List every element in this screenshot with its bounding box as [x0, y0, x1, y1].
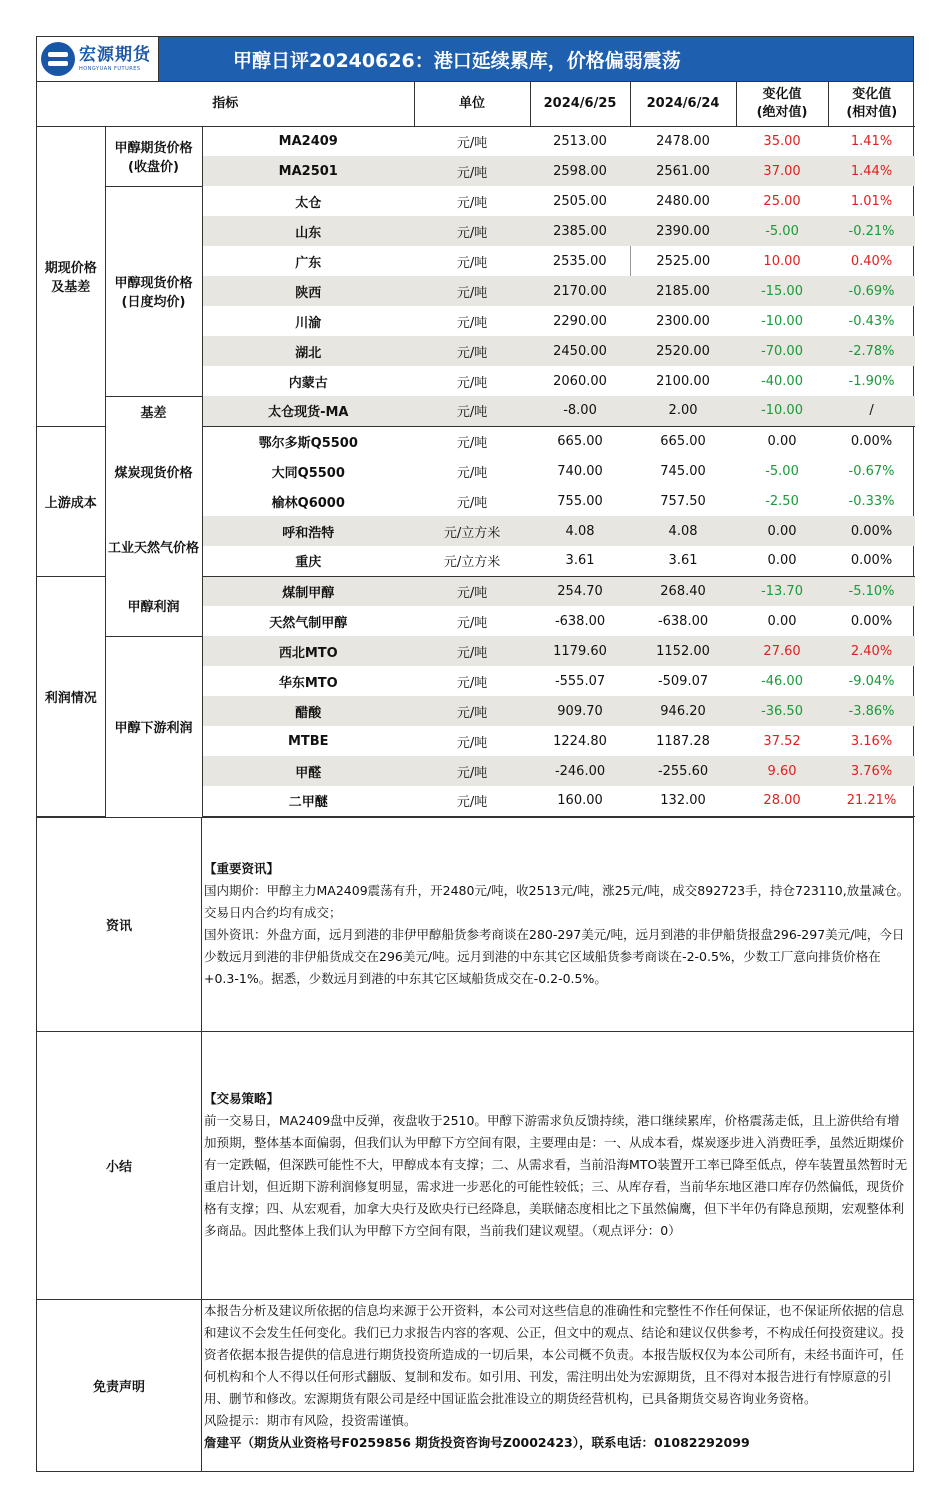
news-label: 资讯 — [37, 818, 202, 1031]
group-methanol-profit: 甲醇利润 — [105, 576, 202, 636]
row-change-abs: 25.00 — [763, 193, 801, 209]
row-change-abs: -46.00 — [761, 673, 803, 689]
row-value-previous: -509.07 — [657, 673, 709, 689]
news-foreign: 国外资讯：外盘方面，远月到港的非伊甲醇船货参考商谈在280-297美元/吨，远月到港的非伊船货报盘296-297美元/吨，今日少数远月到港的非伊船货成交在296美元/吨。远月到港的中东其它区域船货参考商谈在-2-0.5%，少数工厂意向排货价格在+0.3-1%。据悉，少数远月到港的中东其它区域船货成交在-0.2-0.5%。 — [204, 926, 905, 986]
row-change-abs: -5.00 — [765, 463, 799, 479]
row-change-rel: -5.10% — [828, 576, 915, 606]
row-unit: 元/吨 — [456, 195, 488, 211]
news-domestic: 国内期价：甲醇主力MA2409震荡有升，开2480元/吨，收2513元/吨，涨25元/吨，成交892723手，持仓723110,放量减仓。交易日内合约均有成交； — [204, 882, 910, 920]
row-item: 广东 — [295, 255, 322, 271]
row-item: 甲醛 — [202, 756, 414, 786]
row-change-rel: 0.40% — [850, 253, 893, 269]
summary-text: 前一交易日，MA2409盘中反弹，夜盘收于2510。甲醇下游需求负反馈持续，港口继续累库，价格震荡走低，且上游供给有增加预期，整体基本面偏弱，但我们认为甲醇下方空间有限，主要理由是：一、从成本看，煤炭逐步进入消费旺季，虽然近期煤价有一定跌幅，但深跌可能性不大，甲醇成本有支撑；二、从需求看，当前沿海MTO装置开工率已降至低点，停车装置虽然暂时无重启计划，但近期下游利润修复明显，需求进一步恶化的可能性较低；三、从库存看，当前华东地区港口库存仍然偏低，现货价格有支撑；四、从宏观看，加拿大央行及欧央行已经降息，美联储态度相比之下虽然偏鹰，但下半年仍有降息预期，宏观整体利多商品。因此整体上我们认为甲醇下方空间有限，当前我们建议观望。（观点评分：0） — [204, 1112, 908, 1238]
row-unit: 元/吨 — [414, 276, 530, 306]
row-item: MA2501 — [202, 156, 414, 186]
price-table — [37, 82, 915, 817]
row-value-current: 740.00 — [557, 463, 603, 479]
row-change-abs: 10.00 — [763, 253, 801, 269]
table-row — [37, 396, 915, 426]
row-value-current: 755.00 — [557, 493, 603, 509]
row-change-abs: -15.00 — [736, 276, 828, 306]
table-row — [37, 516, 915, 546]
row-change-rel: 21.21% — [828, 786, 915, 816]
disclaimer-section — [37, 1299, 913, 1471]
row-item: 陕西 — [202, 276, 414, 306]
row-change-rel: 1.44% — [828, 156, 915, 186]
row-change-rel: 3.16% — [850, 733, 893, 749]
row-change-rel: 0.00% — [850, 433, 893, 449]
row-item: 内蒙古 — [288, 375, 328, 391]
col-date1: 2024/6/25 — [530, 82, 630, 126]
col-rel-change: 变化值 (相对值) — [828, 82, 915, 126]
news-section — [37, 817, 913, 1031]
row-value-current: 1224.80 — [553, 733, 607, 749]
group-futures: 甲醇期货价格 (收盘价) — [105, 126, 202, 186]
row-change-abs: 37.00 — [736, 156, 828, 186]
row-item: 呼和浩特 — [202, 516, 414, 546]
table-row — [37, 186, 915, 216]
row-unit: 元/吨 — [414, 636, 530, 666]
row-item: 二甲醚 — [202, 786, 414, 816]
row-change-rel: -0.43% — [848, 313, 895, 329]
row-value-current: 2535.00 — [552, 253, 607, 269]
row-unit: 元/吨 — [456, 465, 488, 481]
table-row — [37, 636, 915, 666]
row-unit: 元/吨 — [456, 375, 488, 391]
row-unit: 元/吨 — [414, 756, 530, 786]
group-basis: 基差 — [105, 396, 202, 426]
row-value-previous: 2480.00 — [656, 193, 710, 209]
row-value-previous: 3.61 — [630, 546, 736, 576]
row-item: 煤制甲醇 — [202, 576, 414, 606]
sec-pricing: 期现价格 及基差 — [37, 126, 105, 426]
row-value-current: 909.70 — [530, 696, 630, 726]
row-value-current: 2385.00 — [530, 216, 630, 246]
row-item: 鄂尔多斯Q5500 — [258, 435, 358, 451]
row-value-previous: 946.20 — [630, 696, 736, 726]
row-change-abs: 9.60 — [736, 756, 828, 786]
row-item: 山东 — [202, 216, 414, 246]
row-value-previous: 2561.00 — [630, 156, 736, 186]
summary-label: 小结 — [37, 1032, 202, 1299]
row-value-previous: 757.50 — [660, 493, 706, 509]
row-value-current: -638.00 — [554, 613, 606, 629]
risk-warning: 风险提示：期市有风险，投资需谨慎。 — [204, 1412, 417, 1428]
row-change-rel: 3.76% — [828, 756, 915, 786]
row-change-rel: -0.67% — [848, 463, 895, 479]
row-value-current: 665.00 — [557, 433, 603, 449]
row-unit: 元/吨 — [414, 156, 530, 186]
news-heading: 【重要资讯】 — [204, 860, 280, 876]
row-change-abs: 0.00 — [736, 546, 828, 576]
row-value-current: 254.70 — [530, 576, 630, 606]
row-unit: 元/吨 — [456, 675, 488, 691]
row-unit: 元/吨 — [414, 396, 530, 426]
row-unit: 元/吨 — [414, 576, 530, 606]
disclaimer-label: 免责声明 — [37, 1300, 202, 1471]
row-unit: 元/吨 — [456, 315, 488, 331]
row-change-rel: 0.00% — [828, 516, 915, 546]
row-change-rel: -1.90% — [848, 373, 895, 389]
row-item: 重庆 — [202, 546, 414, 576]
row-item: 大同Q5500 — [271, 465, 345, 481]
row-value-previous: -638.00 — [657, 613, 709, 629]
row-change-rel: 1.41% — [850, 133, 893, 149]
row-unit: 元/立方米 — [414, 546, 530, 576]
row-value-previous: 1187.28 — [656, 733, 710, 749]
row-value-previous: 2478.00 — [656, 133, 710, 149]
row-value-current: 1179.60 — [530, 636, 630, 666]
row-change-rel: -0.21% — [828, 216, 915, 246]
row-unit: 元/吨 — [456, 255, 488, 271]
row-change-rel: -3.86% — [828, 696, 915, 726]
row-value-current: 2450.00 — [530, 336, 630, 366]
report-sheet — [36, 36, 914, 1472]
row-change-abs: 0.00 — [767, 433, 797, 449]
row-unit: 元/吨 — [414, 786, 530, 816]
row-value-current: -555.07 — [554, 673, 606, 689]
row-item: 醋酸 — [202, 696, 414, 726]
row-change-abs: -36.50 — [736, 696, 828, 726]
row-value-current: 2170.00 — [530, 276, 630, 306]
row-value-previous: 2300.00 — [656, 313, 710, 329]
disclaimer-text: 本报告分析及建议所依据的信息均来源于公开资料，本公司对这些信息的准确性和完整性不作任何保证，也不保证所依据的信息和建议不会发生任何变化。我们已力求报告内容的客观、公正，但文中的观点、结论和建议仅供参考，不构成任何投资建议。投资者依据本报告提供的信息进行期货投资所造成的一切后果，本公司概不负责。本报告版权仅为本公司所有，未经书面许可，任何机构和个人不得以任何形式翻版、复制和发布。如引用、刊发，需注明出处为宏源期货，且不得对本报告进行有悖原意的引用、删节和修改。宏源期货有限公司是经中国证监会批准设立的期货经营机构，已具备期货交易咨询业务资格。 — [204, 1302, 905, 1406]
row-value-previous: 2185.00 — [630, 276, 736, 306]
row-value-current: 2505.00 — [553, 193, 607, 209]
row-change-abs: -2.50 — [765, 493, 799, 509]
row-value-current: 2513.00 — [553, 133, 607, 149]
logo-name-cn: 宏源期货 — [79, 44, 151, 65]
row-change-rel: -2.78% — [828, 336, 915, 366]
group-gas: 工业天然气价格 — [105, 516, 202, 576]
row-change-abs: -13.70 — [736, 576, 828, 606]
col-date2: 2024/6/24 — [630, 82, 736, 126]
row-item: 湖北 — [202, 336, 414, 366]
company-logo — [37, 37, 159, 81]
row-item: 川渝 — [295, 315, 322, 331]
summary-section — [37, 1031, 913, 1299]
row-change-rel: -0.33% — [848, 493, 895, 509]
row-value-previous: 2.00 — [630, 396, 736, 426]
row-change-abs: -5.00 — [736, 216, 828, 246]
row-value-previous: 665.00 — [660, 433, 706, 449]
row-value-current: 2060.00 — [553, 373, 607, 389]
row-change-abs: 0.00 — [767, 613, 797, 629]
col-indicator: 指标 — [37, 82, 414, 126]
row-unit: 元/吨 — [456, 495, 488, 511]
row-unit: 元/吨 — [414, 216, 530, 246]
row-change-abs: 27.60 — [736, 636, 828, 666]
row-unit: 元/吨 — [456, 735, 488, 751]
row-change-abs: -10.00 — [736, 396, 828, 426]
sec-profit: 利润情况 — [37, 576, 105, 816]
row-item: 华东MTO — [278, 675, 338, 691]
row-item: 榆林Q6000 — [271, 495, 345, 511]
row-value-current: 3.61 — [530, 546, 630, 576]
logo-icon — [41, 42, 75, 76]
table-header-row — [37, 82, 915, 126]
row-value-previous: 132.00 — [630, 786, 736, 816]
row-value-previous: 268.40 — [630, 576, 736, 606]
summary-heading: 【交易策略】 — [204, 1090, 280, 1106]
row-item: MTBE — [287, 733, 329, 749]
row-change-abs: 0.00 — [736, 516, 828, 546]
row-item: 太仓 — [295, 195, 322, 211]
table-row — [37, 576, 915, 606]
row-unit: 元/立方米 — [414, 516, 530, 546]
row-item: 天然气制甲醇 — [269, 615, 348, 631]
row-change-rel: 2.40% — [828, 636, 915, 666]
row-value-previous: 4.08 — [630, 516, 736, 546]
logo-name-en: HONGYUAN FUTURES — [79, 65, 141, 72]
row-value-previous: 745.00 — [660, 463, 706, 479]
row-unit: 元/吨 — [414, 696, 530, 726]
row-item: 太仓现货-MA — [202, 396, 414, 426]
row-unit: 元/吨 — [456, 135, 488, 151]
table-row — [37, 426, 915, 456]
row-value-previous: 1152.00 — [630, 636, 736, 666]
row-value-previous: 2525.00 — [630, 246, 736, 276]
col-unit: 单位 — [414, 82, 530, 126]
report-title: 甲醇日评20240626：港口延续累库，价格偏弱震荡 — [233, 49, 681, 72]
row-value-previous: -255.60 — [630, 756, 736, 786]
group-spot: 甲醇现货价格 (日度均价) — [105, 186, 202, 396]
row-change-abs: 28.00 — [736, 786, 828, 816]
row-value-previous: 2520.00 — [630, 336, 736, 366]
row-value-current: 2290.00 — [553, 313, 607, 329]
row-change-abs: 35.00 — [763, 133, 801, 149]
table-row — [37, 126, 915, 156]
row-value-current: -8.00 — [530, 396, 630, 426]
group-coal: 煤炭现货价格 — [105, 426, 202, 516]
sec-upstream: 上游成本 — [37, 426, 105, 576]
row-change-abs: -70.00 — [736, 336, 828, 366]
row-unit: 元/吨 — [414, 336, 530, 366]
row-value-current: 160.00 — [530, 786, 630, 816]
row-unit: 元/吨 — [456, 435, 488, 451]
row-change-rel: -0.69% — [828, 276, 915, 306]
row-value-previous: 2390.00 — [630, 216, 736, 246]
row-change-abs: 37.52 — [763, 733, 801, 749]
row-change-rel: -9.04% — [848, 673, 895, 689]
row-change-rel: 0.00% — [850, 613, 893, 629]
row-item: MA2409 — [278, 133, 338, 149]
row-change-abs: -10.00 — [761, 313, 803, 329]
row-value-current: -246.00 — [530, 756, 630, 786]
row-unit: 元/吨 — [456, 615, 488, 631]
row-value-previous: 2100.00 — [656, 373, 710, 389]
row-value-current: 2598.00 — [530, 156, 630, 186]
row-change-rel: / — [828, 396, 915, 426]
report-header — [37, 37, 913, 82]
group-downstream-profit: 甲醇下游利润 — [105, 636, 202, 816]
row-change-abs: -40.00 — [761, 373, 803, 389]
analyst-info: 詹建平（期货从业资格号F0259856 期货投资咨询号Z0002423），联系电话：01082292099 — [204, 1434, 750, 1450]
col-abs-change: 变化值 (绝对值) — [736, 82, 828, 126]
row-change-rel: 1.01% — [850, 193, 893, 209]
row-change-rel: 0.00% — [828, 546, 915, 576]
row-item: 西北MTO — [202, 636, 414, 666]
row-value-current: 4.08 — [530, 516, 630, 546]
